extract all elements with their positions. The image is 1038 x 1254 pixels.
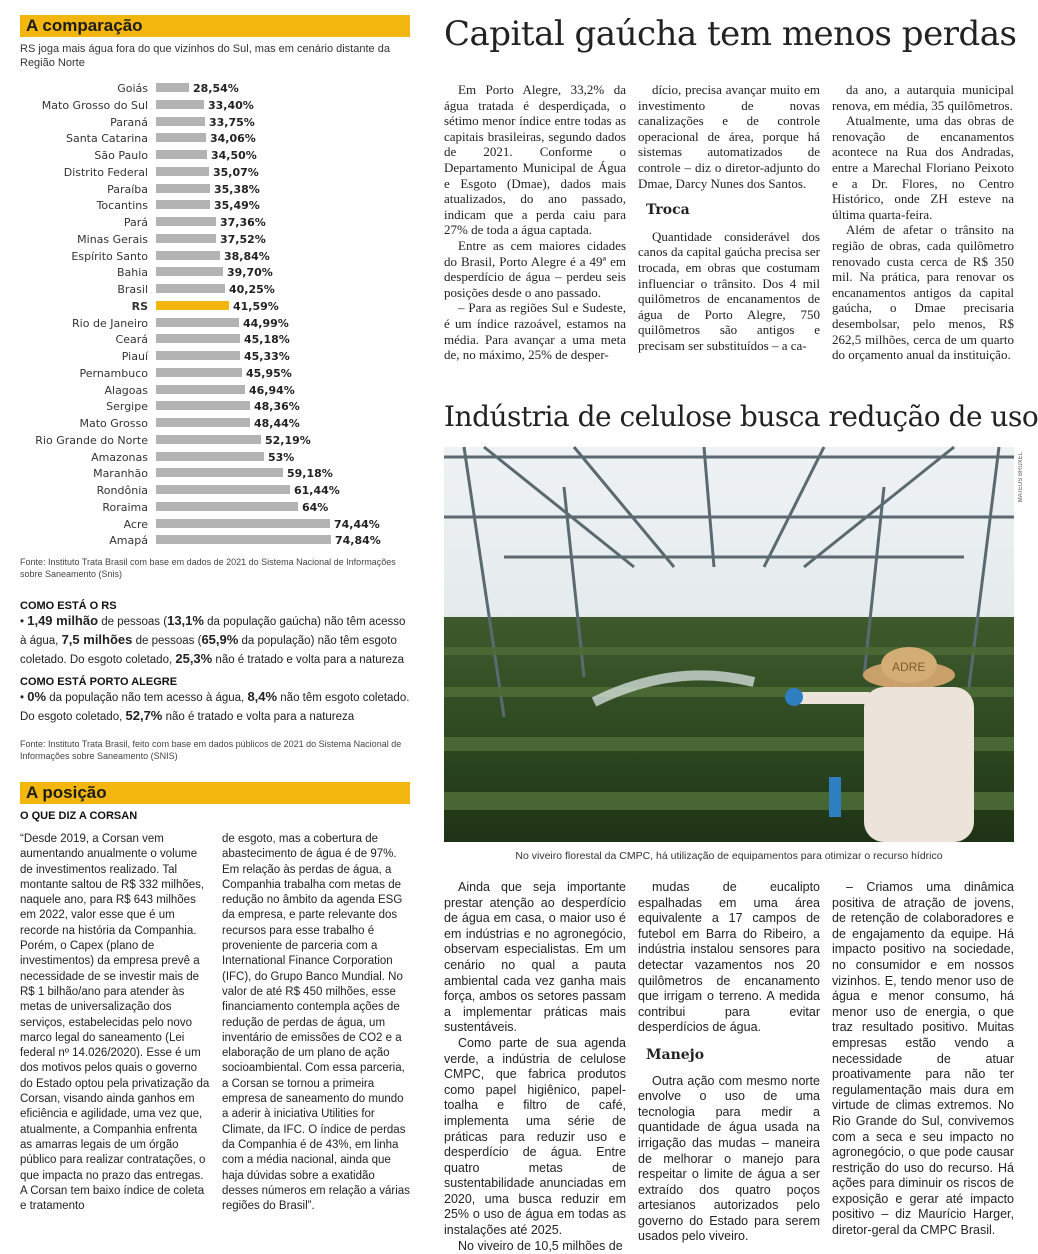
quote-column-1: “Desde 2019, a Corsan vem aumentando anualmente o volume de investimentos realizado. Tal montante saltou de R$ 332 milhões, naquele ano, para R$ 643 milhões em 2022, valor esse que é um recorde na história da Companhia. Porém, o Capex (plano de investimentos) da empresa prevê a necessidade de se investir mais de R$ 1 bilhão/ano para atender às metas de universalização dos serviços, estabelecidas pelo novo marco legal do saneamento (Lei federal nº 14.026/2020). Esse é um dos motivos pelos quais o governo do Estado optou pela privatização da Corsan, visando ainda ganhos em eficiência e agilidade, uma vez que, atualmente, a Companhia enfrenta as amarras legais de um órgão público para realizar contratações, o que impacta no prazo das entregas. A Corsan tem baixo índice de coleta e tratamento [20, 833, 210, 1213]
bar-row [20, 198, 420, 213]
bar-row [20, 249, 420, 264]
bar-value-label: 33,40% [208, 98, 254, 112]
headline-capital: Capital gaúcha tem menos perdas [444, 14, 1017, 54]
chart-source: Fonte: Instituto Trata Brasil com base em dados de 2021 do Sistema Nacional de Informações sobre Saneamento (Snis) [20, 557, 396, 579]
subhead-manejo: Manejo [646, 1046, 705, 1063]
bar-label: Goiás [117, 82, 148, 95]
bar-row [20, 466, 420, 481]
info-title-rs: COMO ESTÁ O RS [20, 600, 117, 612]
bar-row [20, 316, 420, 331]
bar-value-label: 52,19% [265, 433, 311, 447]
bar [156, 519, 330, 528]
info-text-poa: • 0% da população não tem acesso à água, 8,4% não têm esgoto coletado. Do esgoto coletado, 52,7% não é tratado e volta para a natureza [20, 689, 410, 723]
bar-row [20, 165, 420, 180]
bar-row [20, 383, 420, 398]
bar-row [20, 416, 420, 431]
bar-value-label: 74,44% [334, 517, 380, 531]
bar-value-label: 38,84% [224, 249, 270, 263]
bar-value-label: 37,52% [220, 232, 266, 246]
greenhouse-photo [444, 447, 1014, 842]
info-title-poa: COMO ESTÁ PORTO ALEGRE [20, 676, 178, 688]
bar-label: Roraima [102, 500, 148, 514]
bar-label: Piauí [121, 350, 148, 363]
bar-label: Maranhão [93, 467, 148, 481]
bar [156, 284, 225, 293]
bar-row [20, 232, 420, 247]
section-header-posicao [20, 782, 410, 804]
bar-row [20, 332, 420, 347]
bar-label: Bahia [116, 266, 148, 280]
bar-label: Rio de Janeiro [72, 316, 148, 330]
bar [156, 351, 240, 360]
article1-col3: da ano, a autarquia municipal renova, em média, 35 quilômetros. Atualmente, uma das obras de renovação de encanamentos acontece na Rua dos Andradas, entre a Marechal Floriano Peixoto e a Dr. Flores, no Centro Histórico, onde ZH esteve na última quarta-feira. Além de afetar o trânsito na região de obras, cada quilômetro renovado custa cerca de R$ 350 mil. Na prática, para renovar os encanamentos antigos da capital gaúcha, o Dmae precisaria desembolsar, pelo menos, R$ 262,5 milhões, cerca de um quarto do orçamento anual da instituição. [832, 82, 1014, 363]
headline-industria: Indústria de celulose busca redução de uso [444, 400, 1038, 433]
bar-row [20, 215, 420, 230]
bar [156, 267, 223, 276]
bar-label: Mato Grosso [79, 417, 148, 430]
bar [156, 485, 290, 494]
bar [156, 502, 298, 511]
info-text-rs: • 1,49 milhão de pessoas (13,1% da população gaúcha) não têm acesso à água, 7,5 milhões de pessoas (65,9% da população) não têm esgoto coletado. Do esgoto coletado, 25,3% não é tratado e volta para a natureza [20, 613, 406, 666]
bar-row [20, 399, 420, 414]
bar-value-label: 44,99% [243, 316, 289, 330]
bar [156, 535, 331, 544]
bar-label: RS [131, 299, 148, 313]
bar-row [20, 366, 420, 381]
info-source: Fonte: Instituto Trata Brasil, feito com base em dados públicos de 2021 do Sistema Nacional de Informações sobre Saneamento (SNIS) [20, 739, 402, 761]
bar [156, 133, 206, 142]
bar [156, 217, 216, 226]
bar [156, 234, 216, 243]
bar [156, 117, 205, 126]
section-title: A comparação [26, 16, 143, 35]
bar [156, 301, 229, 310]
bar [156, 435, 261, 444]
bar [156, 200, 210, 209]
bar-value-label: 34,06% [210, 132, 256, 146]
bar [156, 184, 210, 193]
bar-value-label: 33,75% [209, 115, 255, 129]
bar-row [20, 131, 420, 146]
photo-credit: MATEUS BRUXEL [1018, 452, 1024, 503]
bar-label: Paraíba [107, 182, 148, 196]
bar [156, 167, 209, 176]
bar [156, 251, 220, 260]
photo-caption: No viveiro florestal da CMPC, há utilização de equipamentos para otimizar o recurso hídrico [515, 850, 943, 862]
section-title: A posição [26, 783, 107, 802]
bar-value-label: 45,18% [244, 333, 290, 347]
bar [156, 385, 245, 394]
bar-value-label: 37,36% [220, 216, 266, 229]
bar-row [20, 517, 420, 532]
bar-row [20, 533, 420, 548]
article2-col2: mudas de eucalipto espalhadas em uma área equivalente a 17 campos de futebol em Barra do Ribeiro, a indústria instalou sensores para detectar vazamentos nos 20 quilômetros de encanamento que irrigam o terreno. A medida contribui para evitar desperdícios de água. Manejo Outra ação com mesmo norte envolve o uso de uma tecnologia para medir a quantidade de água usada na irrigação das mudas – maneira de melhorar o manejo para respeitar o limite de água a ser extraído dos quatro poços artesianos autorizados pelo governo do Estado para serem usados pelo viveiro. [638, 880, 820, 1244]
bar-row [20, 500, 420, 515]
article1-col1: Em Porto Alegre, 33,2% da água tratada é desperdiçada, o sétimo menor índice entre todas as capitais brasileiras, segundo dados de 2021. Conforme o Departamento Municipal de Água e Esgoto (Dmae), dados mais atualizados, do ano passado, indicam que a perda caiu para 27% de toda a água captada. Entre as cem maiores cidades do Brasil, Porto Alegre é a 49ª em desperdício de água – perdeu seis posições desde o ano passado. – Para as regiões Sul e Sudeste, é um índice razoável, estamos na média. Para avançar a uma meta de, no máximo, 25% de desper- [444, 82, 626, 363]
bar-label: Alagoas [104, 383, 148, 397]
subhead-troca: Troca [646, 202, 690, 219]
bar-value-label: 74,84% [335, 534, 381, 548]
bar [156, 150, 207, 159]
bar-value-label: 34,50% [211, 149, 257, 162]
bar-value-label: 53% [268, 450, 295, 464]
bar-label: Ceará [115, 333, 148, 347]
bar-label: Amazonas [91, 450, 148, 464]
article2-col3: – Criamos uma dinâmica positiva de atração de jovens, de retenção de colaboradores e de engajamento da equipe. Há impacto positivo na sociedade, no consumidor e em nossos vizinhos. E, tendo menor uso de água e menor consumo, há menor uso de energia, o que traz resultado positivo. Muitas empresas estão vendo a necessidade de atuar proativamente para não ter regulamentação mais dura em virtude de climas extremos. No Rio Grande do Sul, convivemos com a seca e seu impacto no agronegócio, o que pode causar restrição do uso do recurso. Há ações para diminuir os riscos de exposição e gerar até impacto positivo – diz Maurício Harger, diretor-geral da CMPC Brasil. [832, 880, 1014, 1238]
bar-row [20, 483, 420, 498]
section-header-comparacao [20, 15, 410, 37]
bar-label: São Paulo [94, 149, 148, 162]
bar-row [20, 148, 420, 163]
bar-label: Amapá [109, 534, 148, 548]
info-box-rs [20, 600, 412, 669]
bar-label: Brasil [117, 283, 148, 296]
bar-label: Distrito Federal [63, 165, 148, 179]
bar-value-label: 41,59% [233, 299, 279, 313]
bar-row [20, 265, 420, 280]
bar-row [20, 182, 420, 197]
article2-col1: Ainda que seja importante prestar atenção ao desperdício de água em casa, o maior uso é em indústrias e no agronegócio, observam especialistas. Em um cenário no qual a pauta ambiental cada vez ganha mais força, ambos os setores passam a implementar práticas mais sustentáveis. Como parte de sua agenda verde, a indústria de celulose CMPC, que fabrica produtos como papel higiênico, papel-toalha e filtro de café, implementa uma série de práticas para reduzir uso e desperdício de água. Entre quatro metas de sustentabilidade anunciadas em 2020, uma busca reduzir em 25% o uso de água em todas as instalações até 2025. No viveiro de 10,5 milhões de [444, 880, 626, 1253]
bar-row [20, 98, 420, 113]
bar-value-label: 39,70% [227, 266, 273, 280]
bar-label: Rio Grande do Norte [35, 433, 148, 447]
bar-value-label: 28,54% [193, 82, 239, 95]
bar-label: Sergipe [106, 400, 148, 414]
bar-row [20, 349, 420, 364]
quote-column-2: de esgoto, mas a cobertura de abastecimento de água é de 97%. Em relação às perdas de água, a Companhia trabalha com metas de redução no âmbito da agenda ESG da empresa, e parte relevante dos recursos para esse trabalho é proveniente de parceria com a International Finance Corporation (IFC), do Grupo Banco Mundial. No valor de até R$ 450 milhões, esse financiamento contempla ações de redução de perdas de água, um inventário de emissões de CO2 e a elaboração de um plano de ação socioambiental. Com essa parceria, a Corsan se tornou a primeira empresa de saneamento do mundo a aderir à iniciativa Utilities for Climate, da IFC. O índice de perdas da Companhia é de 43%, em linha com a média nacional, ainda que haja dúvidas sobre a exatidão desses números em relação a várias regiões do Brasil”. [222, 833, 410, 1213]
bar [156, 468, 283, 477]
bar [156, 318, 239, 327]
chart-subtitle: RS joga mais água fora do que vizinhos do Sul, mas em cenário distante da Região Norte [20, 43, 390, 69]
bar-value-label: 35,07% [213, 165, 259, 179]
bar [156, 452, 264, 461]
kicker: O QUE DIZ A CORSAN [20, 810, 138, 822]
bar [156, 334, 240, 343]
bar-label: Acre [123, 517, 148, 531]
bar-label: Paraná [110, 115, 148, 129]
bar-value-label: 45,95% [246, 366, 292, 380]
bar-label: Minas Gerais [77, 232, 148, 246]
info-box-poa [20, 676, 412, 726]
bar-row [20, 299, 420, 314]
bar-value-label: 61,44% [294, 484, 340, 497]
hat-text: ADRE [892, 660, 926, 674]
bar-row [20, 433, 420, 448]
bar-label: Rondônia [96, 484, 148, 497]
bar-value-label: 35,38% [214, 182, 260, 196]
bar [156, 100, 204, 109]
bar-row [20, 282, 420, 297]
bar-value-label: 45,33% [244, 350, 290, 363]
bar-label: Espírito Santo [71, 249, 148, 263]
bar-value-label: 64% [302, 500, 329, 514]
bar-value-label: 40,25% [229, 283, 275, 296]
greenhouse-illustration [444, 447, 1014, 842]
bar-label: Pernambuco [79, 366, 148, 380]
bar-value-label: 59,18% [287, 467, 333, 481]
bar-value-label: 46,94% [249, 383, 295, 397]
bar [156, 418, 250, 427]
bar-label: Pará [123, 216, 148, 229]
bar-row [20, 81, 420, 96]
bar-label: Tocantins [96, 199, 148, 213]
bar-row [20, 115, 420, 130]
bar [156, 401, 250, 410]
bar-value-label: 35,49% [214, 199, 260, 213]
bar [156, 83, 189, 92]
bar-value-label: 48,36% [254, 400, 300, 414]
bar-value-label: 48,44% [254, 417, 300, 430]
article1-col2: dício, precisa avançar muito em investimento de novas canalizações e de controle operacional de área, porque há sistemas automatizados de controle – diz o diretor-adjunto do Dmae, Darcy Nunes dos Santos. Troca Quantidade considerável dos canos da capital gaúcha precisa ser trocada, em obras que costumam influenciar o trânsito. Dos 4 mil quilômetros de encanamentos de água de Porto Alegre, 750 quilômetros são antigos e precisam ser substituídos – a ca- [638, 82, 820, 353]
bar-row [20, 450, 420, 465]
bar-label: Mato Grosso do Sul [41, 98, 148, 112]
bar-label: Santa Catarina [65, 132, 148, 146]
bar [156, 368, 242, 377]
